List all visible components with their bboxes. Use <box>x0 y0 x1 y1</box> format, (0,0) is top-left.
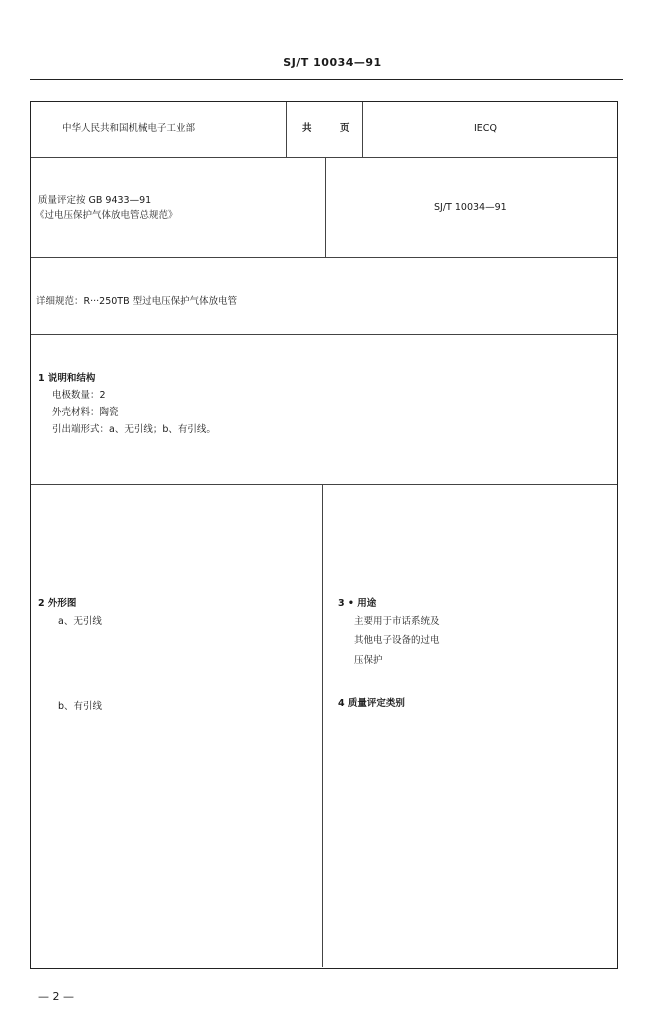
section-1-heading: 1 说明和结构 <box>38 373 96 384</box>
document-number-header: SJ/T 10034—91 <box>283 56 382 69</box>
terminal-type: 引出端形式：a、无引线；b、有引线。 <box>52 424 216 435</box>
electrode-count: 电极数量：2 <box>52 390 106 401</box>
row-divider-3 <box>31 334 617 335</box>
pages-total-label: 共 <box>302 123 312 134</box>
iecq-label: IECQ <box>474 123 497 134</box>
col-divider-row1-a <box>286 102 287 157</box>
header-rule <box>30 79 623 80</box>
specification-table <box>30 101 618 969</box>
housing-material: 外壳材料：陶瓷 <box>52 407 119 418</box>
section-3-heading: 3 • 用途 <box>338 598 377 609</box>
assessment-basis: 质量评定按 GB 9433—91 <box>38 195 152 206</box>
spec-number: SJ/T 10034—91 <box>434 202 507 213</box>
outline-with-leads: b、有引线 <box>58 701 103 712</box>
application-line-3: 压保护 <box>354 655 383 666</box>
ministry-name: 中华人民共和国机械电子工业部 <box>62 123 196 134</box>
row-divider-1 <box>31 157 617 158</box>
page-number: — 2 — <box>38 990 74 1003</box>
detail-spec-title: 详细规范：R···250TB 型过电压保护气体放电管 <box>36 296 238 307</box>
section-2-heading: 2 外形图 <box>38 598 77 609</box>
application-line-2: 其他电子设备的过电 <box>354 635 440 646</box>
outline-no-leads: a、无引线 <box>58 616 102 627</box>
row-divider-2 <box>31 257 617 258</box>
pages-unit-label: 页 <box>340 123 350 134</box>
col-divider-row5 <box>322 485 323 967</box>
col-divider-row1-b <box>362 102 363 157</box>
section-4-heading: 4 质量评定类别 <box>338 698 405 709</box>
generic-spec-title: 《过电压保护气体放电管总规范》 <box>35 210 178 221</box>
row-divider-4 <box>31 484 617 485</box>
col-divider-row2 <box>325 158 326 257</box>
application-line-1: 主要用于市话系统及 <box>354 616 440 627</box>
